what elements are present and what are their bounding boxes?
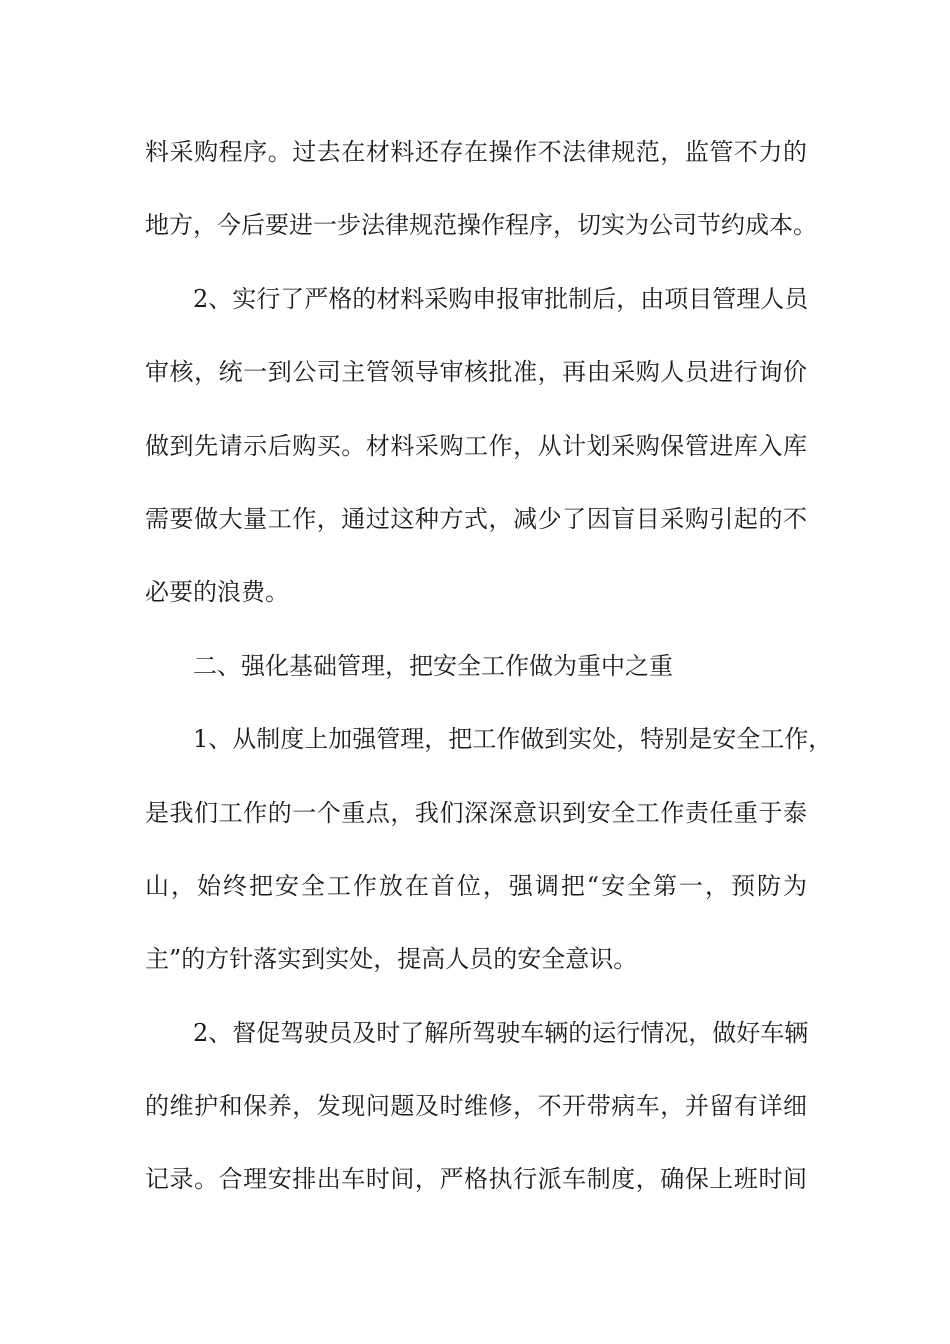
paragraph-start: 1、从制度上加强管理，把工作做到实处，特别是安全工作，	[193, 725, 833, 754]
document-body	[145, 127, 833, 1228]
paragraph-end: 必要的浪费。	[145, 578, 289, 607]
paragraph-end: 主”的方针落实到实处，提高人员的安全意识。	[145, 945, 638, 974]
text-line: 地方，今后要进一步法律规范操作程序，切实为公司节约成本。	[145, 211, 817, 240]
section-heading: 二、强化基础管理，把安全工作做为重中之重	[193, 651, 673, 680]
text-line: 做到先请示后购买。材料采购工作，从计划采购保管进库入库	[145, 431, 807, 460]
text-line: 山，始终把安全工作放在首位，强调把“安全第一，预防为	[145, 871, 807, 900]
text-line: 需要做大量工作，通过这种方式，减少了因盲目采购引起的不	[145, 504, 807, 533]
text-line: 的维护和保养，发现问题及时维修，不开带病车，并留有详细	[145, 1092, 807, 1121]
text-line: 记录。合理安排出车时间，严格执行派车制度，确保上班时间	[145, 1165, 807, 1194]
text-line: 是我们工作的一个重点，我们深深意识到安全工作责任重于泰	[145, 798, 807, 827]
paragraph-start: 2、督促驾驶员及时了解所驾驶车辆的运行情况，做好车辆	[193, 1018, 809, 1047]
paragraph-start: 2、实行了严格的材料采购申报审批制后，由项目管理人员	[193, 284, 809, 313]
text-line: 料采购程序。过去在材料还存在操作不法律规范，监管不力的	[145, 138, 807, 166]
text-line: 审核，统一到公司主管领导审核批准，再由采购人员进行询价	[145, 358, 807, 387]
